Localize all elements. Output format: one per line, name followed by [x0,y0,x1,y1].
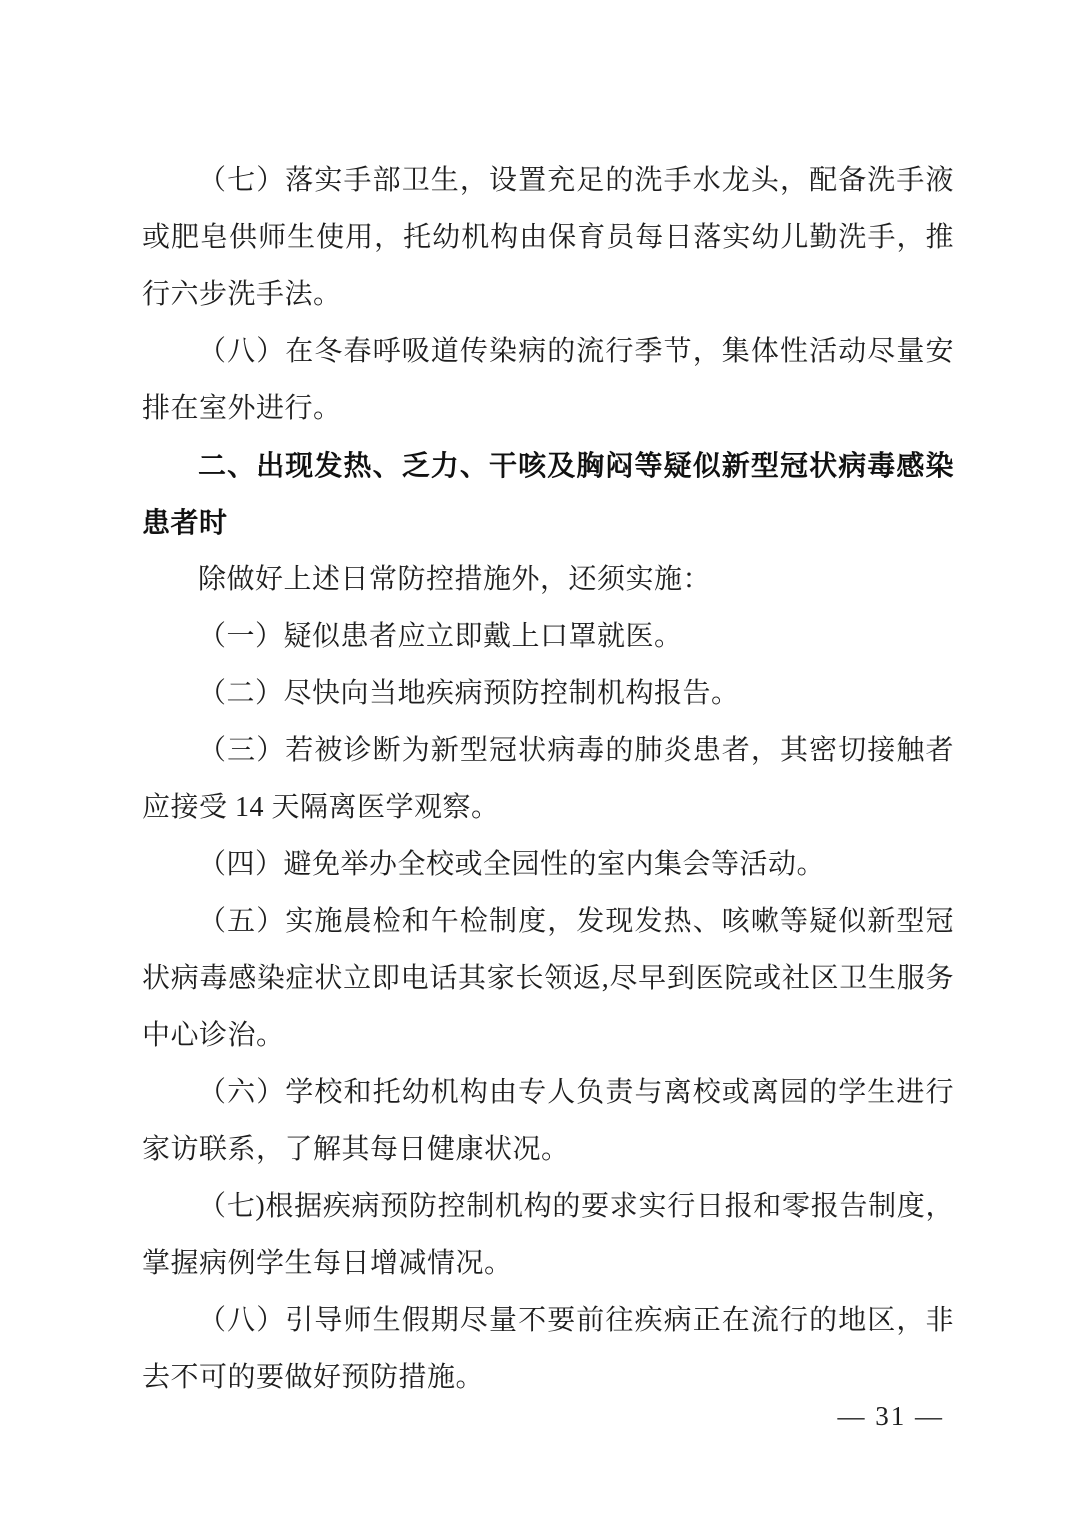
paragraph-item-8: （八）引导师生假期尽量不要前往疾病正在流行的地区，非去不可的要做好预防措施。 [142,1305,954,1393]
page-number: — 31 — [837,1401,944,1431]
paragraph-intro: 除做好上述日常防控措施外，还须实施： [198,564,712,595]
paragraph-item-2: （二）尽快向当地疾病预防控制机构报告。 [198,678,740,709]
paragraph-item-6: （六）学校和托幼机构由专人负责与离校或离园的学生进行家访联系，了解其每日健康状况。 [142,1077,954,1165]
paragraph-item-5: （五）实施晨检和午检制度，发现发热、咳嗽等疑似新型冠状病毒感染症状立即电话其家长领返,尽早到医院或社区卫生服务中心诊治。 [142,906,954,1051]
paragraph-item-3: （三）若被诊断为新型冠状病毒的肺炎患者，其密切接触者应接受 14 天隔离医学观察。 [142,735,954,823]
paragraph-hand-hygiene: （七）落实手部卫生，设置充足的洗手水龙头，配备洗手液或肥皂供师生使用，托幼机构由保育员每日落实幼儿勤洗手，推行六步洗手法。 [142,165,954,310]
paragraph-item-1: （一）疑似患者应立即戴上口罩就医。 [198,621,683,652]
paragraph-outdoor-activities: （八）在冬春呼吸道传染病的流行季节，集体性活动尽量安排在室外进行。 [142,336,954,424]
paragraph-item-7: （七)根据疾病预防控制机构的要求实行日报和零报告制度，掌握病例学生每日增减情况。 [142,1191,954,1279]
paragraph-item-4: （四）避免举办全校或全园性的室内集会等活动。 [198,849,826,880]
section-heading: 二、出现发热、乏力、干咳及胸闷等疑似新型冠状病毒感染患者时 [142,450,954,538]
document-content [142,152,954,1406]
